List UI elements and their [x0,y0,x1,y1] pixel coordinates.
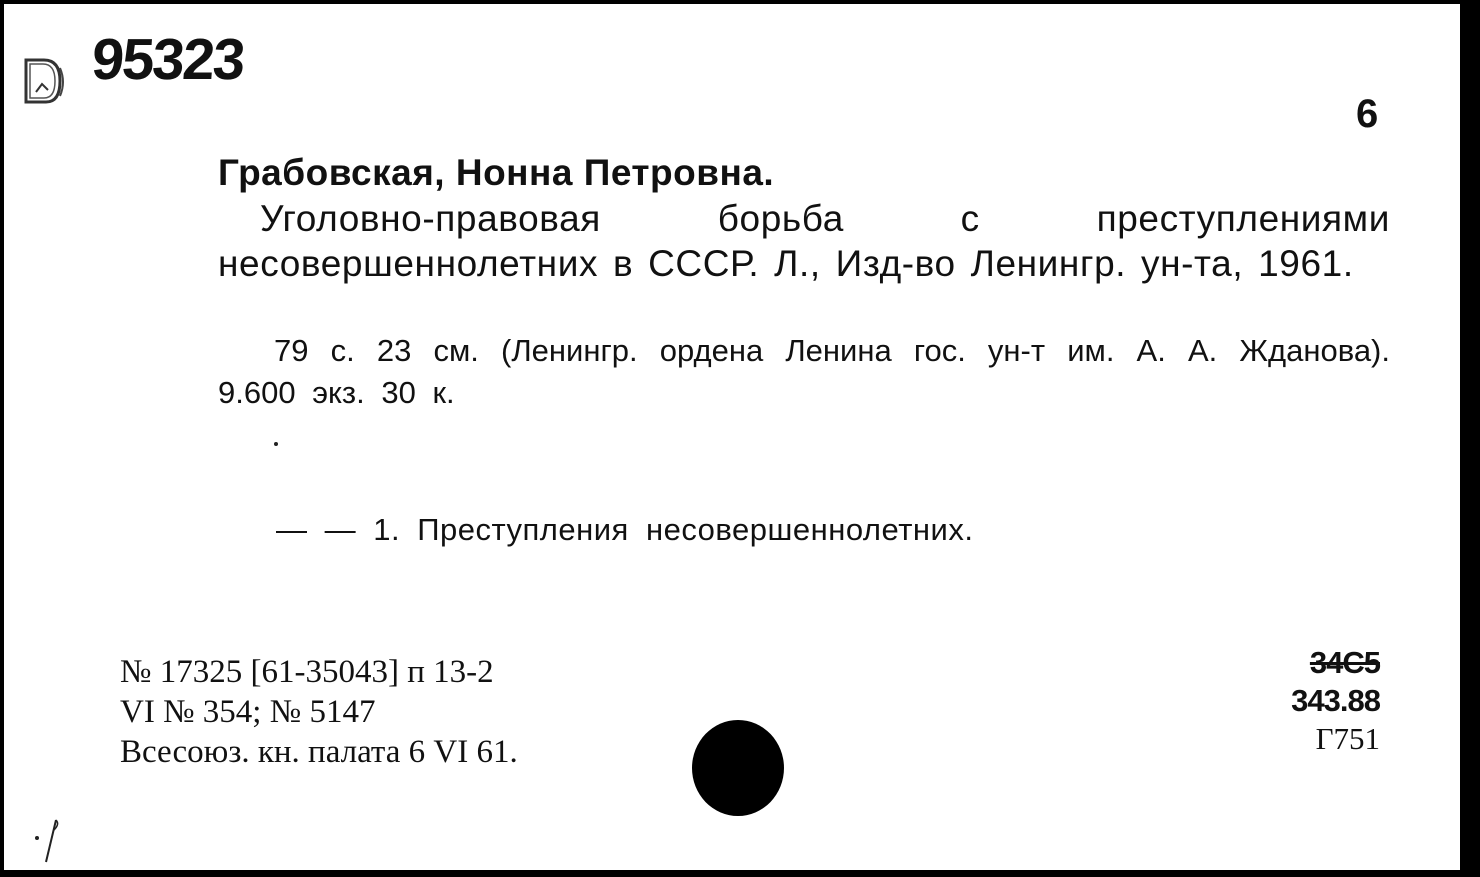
classification-new: 343.88 [1291,683,1380,718]
author-mark: Г751 [1315,721,1380,756]
subject-tracing: — — 1. Преступления несовершеннолетних. [276,512,974,547]
classification-old: 34С5 [1309,645,1380,680]
stray-dot [274,442,278,446]
pencil-mark-icon [34,818,64,864]
collation-note: 79 с. 23 см. (Ленингр. ордена Ленина гос. ун-т им. А. А. Жданова). 9.600 экз. 30 к. [218,333,1390,410]
title-statement: Уголовно-правовая борьба с преступлениями несовершеннолетних в СССР. Л., Изд-во Ленингр. ун-та, 1961. [218,198,1390,284]
catalog-card [4,4,1470,870]
punch-hole [692,720,784,816]
library-stamp-icon [20,56,66,108]
card-number: 6 [1356,92,1379,136]
chamber-imprint [120,652,518,772]
handwritten-accession-number: 95323 [89,27,246,92]
author-heading: Грабовская, Нонна Петровна. [218,152,775,193]
imprint-line-3: Всесоюз. кн. палата 6 VI 61. [120,734,518,770]
classification-block [1220,644,1380,758]
imprint-line-2: VI № 354; № 5147 [120,694,376,730]
imprint-line-1: № 17325 [61-35043] п 13-2 [120,654,494,690]
